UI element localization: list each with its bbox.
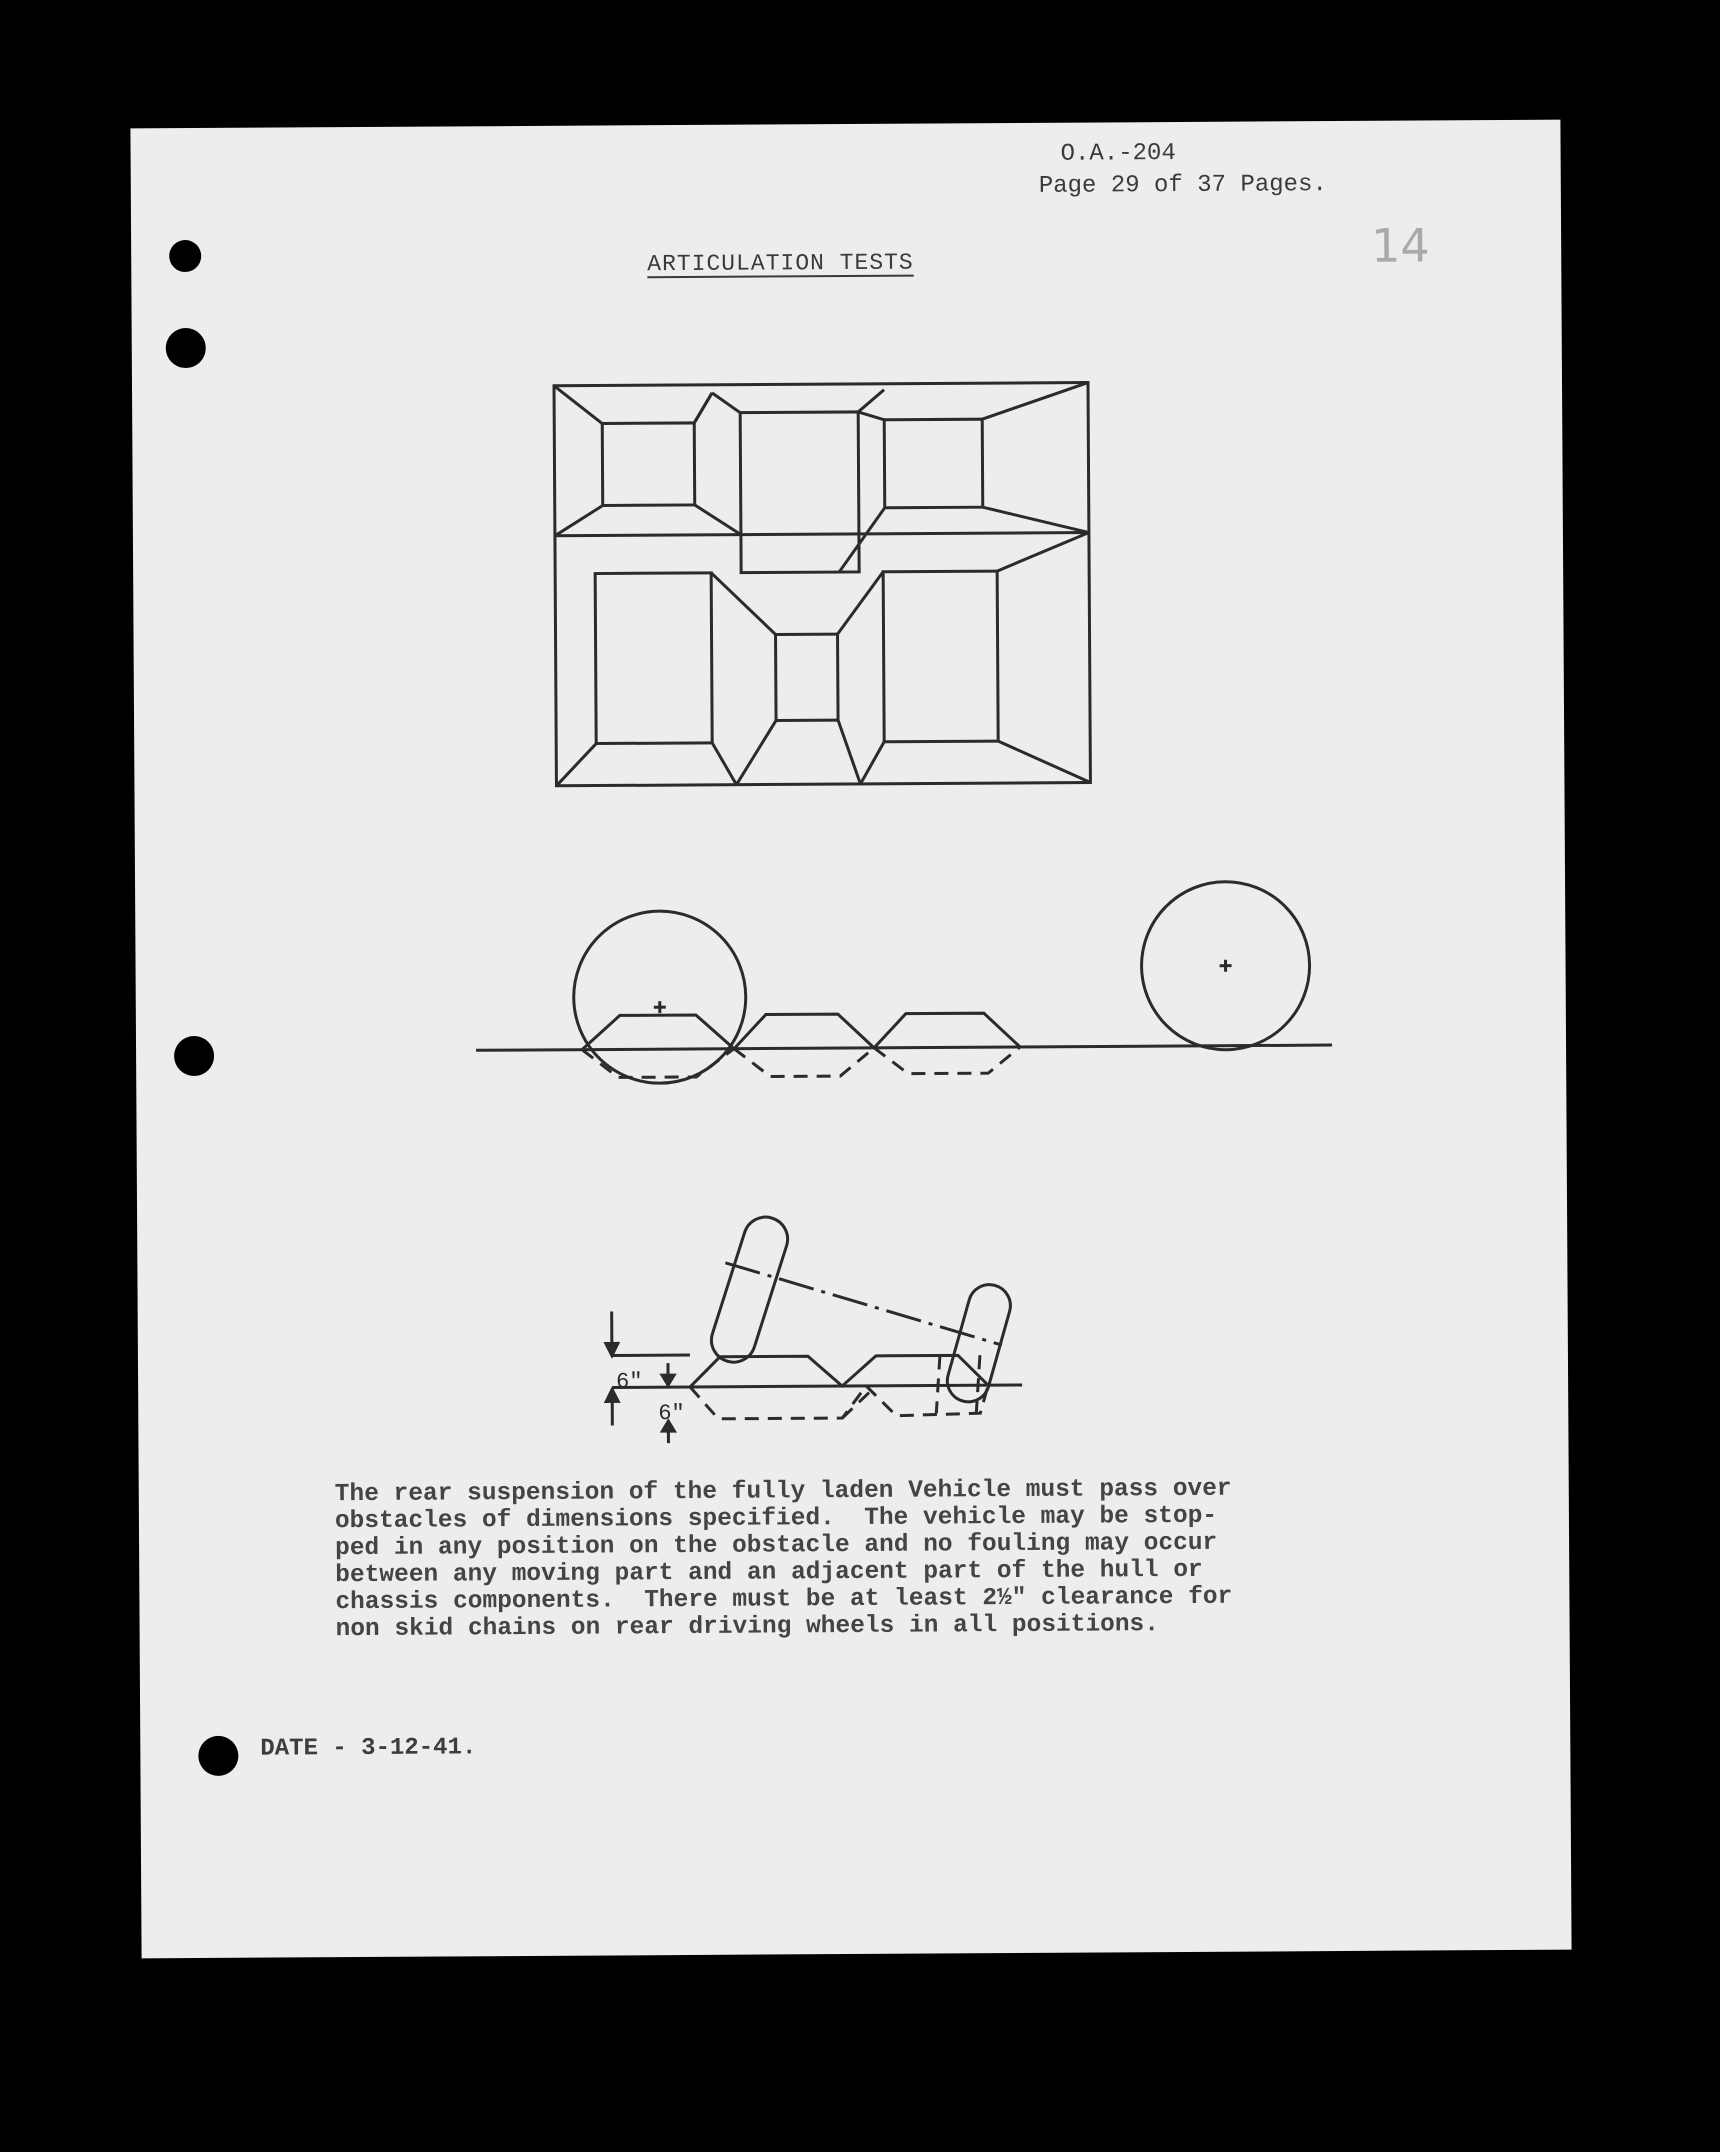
paragraph-line: between any moving part and an adjacent part of the hull or: [335, 1556, 1203, 1590]
wheel-obstacle-profile-diagram: [475, 881, 1332, 1084]
page-info: Page 29 of 37 Pages.: [1038, 171, 1327, 200]
requirement-paragraph: [335, 1475, 1376, 1643]
paragraph-line: The rear suspension of the fully laden Vehicle must pass over: [334, 1475, 1232, 1509]
dimension-label-lower: 6": [658, 1401, 685, 1427]
obstacle-plan-diagram: [554, 383, 1090, 786]
dimension-label-upper: 6": [616, 1369, 643, 1395]
document-page: [130, 120, 1571, 1959]
document-number: O.A.-204: [1060, 139, 1176, 168]
articulation-test-figures: [130, 120, 1571, 1959]
paragraph-line: ped in any position on the obstacle and no fouling may occur: [335, 1529, 1218, 1563]
handwritten-page-mark: 14: [1370, 218, 1430, 273]
page-title: ARTICULATION TESTS: [647, 249, 914, 278]
document-date: DATE - 3-12-41.: [260, 1734, 477, 1763]
paragraph-line: chassis components. There must be at least 2½" clearance for: [335, 1583, 1233, 1617]
paragraph-line: obstacles of dimensions specified. The vehicle may be stop-: [334, 1502, 1218, 1536]
paragraph-line: non skid chains on rear driving wheels in all positions.: [335, 1611, 1160, 1644]
